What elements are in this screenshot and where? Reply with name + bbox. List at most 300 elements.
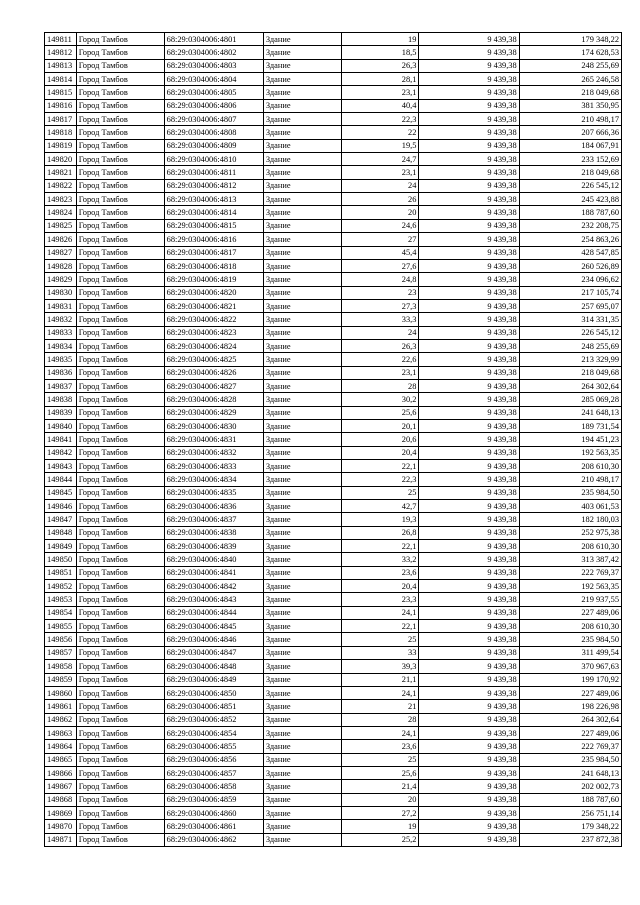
cadastral-value-cell: 182 180,03 (519, 513, 621, 526)
city-cell: Город Тамбов (76, 660, 164, 673)
city-cell: Город Тамбов (76, 139, 164, 152)
city-cell: Город Тамбов (76, 286, 164, 299)
table-row (45, 73, 622, 86)
cadastral-number-cell: 68:29:0304006:4815 (164, 219, 263, 232)
table-row (45, 139, 622, 152)
object-type-cell: Здание (263, 473, 341, 486)
city-cell: Город Тамбов (76, 419, 164, 432)
city-cell: Город Тамбов (76, 673, 164, 686)
table-row (45, 766, 622, 779)
object-type-cell: Здание (263, 513, 341, 526)
cadastral-value-cell: 428 547,85 (519, 246, 621, 259)
object-type-cell: Здание (263, 126, 341, 139)
city-cell: Город Тамбов (76, 486, 164, 499)
row-number: 149842 (45, 446, 77, 459)
city-cell: Город Тамбов (76, 99, 164, 112)
unit-price-cell: 9 439,38 (419, 139, 519, 152)
cadastral-value-cell: 237 872,38 (519, 833, 621, 846)
area-cell: 22 (341, 126, 419, 139)
row-number: 149838 (45, 393, 77, 406)
unit-price-cell: 9 439,38 (419, 433, 519, 446)
row-number: 149829 (45, 273, 77, 286)
cadastral-value-cell: 241 648,13 (519, 766, 621, 779)
unit-price-cell: 9 439,38 (419, 153, 519, 166)
area-cell: 22,3 (341, 113, 419, 126)
area-cell: 30,2 (341, 393, 419, 406)
object-type-cell: Здание (263, 433, 341, 446)
area-cell: 19,3 (341, 513, 419, 526)
row-number: 149831 (45, 299, 77, 312)
city-cell: Город Тамбов (76, 86, 164, 99)
unit-price-cell: 9 439,38 (419, 620, 519, 633)
table-row (45, 206, 622, 219)
row-number: 149823 (45, 193, 77, 206)
city-cell: Город Тамбов (76, 433, 164, 446)
cadastral-value-cell: 222 769,37 (519, 566, 621, 579)
city-cell: Город Тамбов (76, 806, 164, 819)
object-type-cell: Здание (263, 393, 341, 406)
city-cell: Город Тамбов (76, 713, 164, 726)
cadastral-value-cell: 219 937,55 (519, 593, 621, 606)
table-row (45, 620, 622, 633)
city-cell: Город Тамбов (76, 353, 164, 366)
table-row (45, 580, 622, 593)
cadastral-value-cell: 227 489,06 (519, 606, 621, 619)
cadastral-value-cell: 248 255,69 (519, 339, 621, 352)
cadastral-number-cell: 68:29:0304006:4826 (164, 366, 263, 379)
cadastral-number-cell: 68:29:0304006:4858 (164, 780, 263, 793)
cadastral-value-cell: 222 769,37 (519, 740, 621, 753)
area-cell: 26,8 (341, 526, 419, 539)
area-cell: 20 (341, 793, 419, 806)
object-type-cell: Здание (263, 73, 341, 86)
city-cell: Город Тамбов (76, 593, 164, 606)
cadastral-number-cell: 68:29:0304006:4831 (164, 433, 263, 446)
cadastral-value-cell: 217 105,74 (519, 286, 621, 299)
row-number: 149833 (45, 326, 77, 339)
object-type-cell: Здание (263, 193, 341, 206)
unit-price-cell: 9 439,38 (419, 526, 519, 539)
area-cell: 25 (341, 633, 419, 646)
object-type-cell: Здание (263, 246, 341, 259)
city-cell: Город Тамбов (76, 753, 164, 766)
table-row (45, 726, 622, 739)
row-number: 149863 (45, 726, 77, 739)
row-number: 149869 (45, 806, 77, 819)
area-cell: 25 (341, 486, 419, 499)
cadastral-number-cell: 68:29:0304006:4855 (164, 740, 263, 753)
cadastral-value-cell: 370 967,63 (519, 660, 621, 673)
table-row (45, 286, 622, 299)
cadastral-number-cell: 68:29:0304006:4837 (164, 513, 263, 526)
cadastral-number-cell: 68:29:0304006:4836 (164, 500, 263, 513)
row-number: 149816 (45, 99, 77, 112)
table-row (45, 540, 622, 553)
city-cell: Город Тамбов (76, 700, 164, 713)
area-cell: 40,4 (341, 99, 419, 112)
city-cell: Город Тамбов (76, 393, 164, 406)
city-cell: Город Тамбов (76, 166, 164, 179)
cadastral-value-cell: 248 255,69 (519, 59, 621, 72)
city-cell: Город Тамбов (76, 473, 164, 486)
table-row (45, 446, 622, 459)
table-row (45, 593, 622, 606)
area-cell: 25,6 (341, 766, 419, 779)
city-cell: Город Тамбов (76, 580, 164, 593)
area-cell: 45,4 (341, 246, 419, 259)
unit-price-cell: 9 439,38 (419, 86, 519, 99)
table-row (45, 366, 622, 379)
cadastral-value-cell: 235 984,50 (519, 486, 621, 499)
cadastral-number-cell: 68:29:0304006:4828 (164, 393, 263, 406)
table-row (45, 33, 622, 46)
row-number: 149844 (45, 473, 77, 486)
row-number: 149868 (45, 793, 77, 806)
cadastral-number-cell: 68:29:0304006:4812 (164, 179, 263, 192)
area-cell: 27 (341, 233, 419, 246)
city-cell: Город Тамбов (76, 446, 164, 459)
table-row (45, 780, 622, 793)
cadastral-value-cell: 314 331,35 (519, 313, 621, 326)
table-row (45, 433, 622, 446)
city-cell: Город Тамбов (76, 633, 164, 646)
row-number: 149866 (45, 766, 77, 779)
cadastral-number-cell: 68:29:0304006:4850 (164, 686, 263, 699)
cadastral-value-cell: 207 666,36 (519, 126, 621, 139)
table-row (45, 713, 622, 726)
city-cell: Город Тамбов (76, 460, 164, 473)
row-number: 149822 (45, 179, 77, 192)
unit-price-cell: 9 439,38 (419, 820, 519, 833)
table-row (45, 526, 622, 539)
table-row (45, 513, 622, 526)
area-cell: 33 (341, 646, 419, 659)
row-number: 149815 (45, 86, 77, 99)
cadastral-number-cell: 68:29:0304006:4843 (164, 593, 263, 606)
city-cell: Город Тамбов (76, 259, 164, 272)
row-number: 149867 (45, 780, 77, 793)
area-cell: 20,1 (341, 419, 419, 432)
table-row (45, 460, 622, 473)
table-row (45, 393, 622, 406)
unit-price-cell: 9 439,38 (419, 406, 519, 419)
unit-price-cell: 9 439,38 (419, 339, 519, 352)
row-number: 149839 (45, 406, 77, 419)
object-type-cell: Здание (263, 286, 341, 299)
unit-price-cell: 9 439,38 (419, 513, 519, 526)
table-row (45, 299, 622, 312)
object-type-cell: Здание (263, 633, 341, 646)
area-cell: 33,3 (341, 313, 419, 326)
cadastral-value-cell: 179 348,22 (519, 33, 621, 46)
cadastral-value-table (44, 32, 622, 847)
city-cell: Город Тамбов (76, 646, 164, 659)
cadastral-number-cell: 68:29:0304006:4818 (164, 259, 263, 272)
unit-price-cell: 9 439,38 (419, 726, 519, 739)
row-number: 149850 (45, 553, 77, 566)
unit-price-cell: 9 439,38 (419, 593, 519, 606)
cadastral-number-cell: 68:29:0304006:4829 (164, 406, 263, 419)
city-cell: Город Тамбов (76, 233, 164, 246)
cadastral-value-cell: 192 563,35 (519, 446, 621, 459)
cadastral-number-cell: 68:29:0304006:4856 (164, 753, 263, 766)
table-row (45, 219, 622, 232)
object-type-cell: Здание (263, 339, 341, 352)
row-number: 149835 (45, 353, 77, 366)
cadastral-number-cell: 68:29:0304006:4816 (164, 233, 263, 246)
area-cell: 22,3 (341, 473, 419, 486)
city-cell: Город Тамбов (76, 326, 164, 339)
city-cell: Город Тамбов (76, 500, 164, 513)
object-type-cell: Здание (263, 766, 341, 779)
area-cell: 27,2 (341, 806, 419, 819)
area-cell: 28 (341, 379, 419, 392)
cadastral-value-cell: 218 049,68 (519, 366, 621, 379)
city-cell: Город Тамбов (76, 179, 164, 192)
object-type-cell: Здание (263, 713, 341, 726)
area-cell: 42,7 (341, 500, 419, 513)
cadastral-number-cell: 68:29:0304006:4825 (164, 353, 263, 366)
unit-price-cell: 9 439,38 (419, 500, 519, 513)
unit-price-cell: 9 439,38 (419, 793, 519, 806)
area-cell: 25,6 (341, 406, 419, 419)
object-type-cell: Здание (263, 313, 341, 326)
object-type-cell: Здание (263, 660, 341, 673)
object-type-cell: Здание (263, 233, 341, 246)
area-cell: 26,3 (341, 339, 419, 352)
row-number: 149837 (45, 379, 77, 392)
city-cell: Город Тамбов (76, 606, 164, 619)
unit-price-cell: 9 439,38 (419, 753, 519, 766)
unit-price-cell: 9 439,38 (419, 606, 519, 619)
area-cell: 22,6 (341, 353, 419, 366)
cadastral-value-cell: 218 049,68 (519, 166, 621, 179)
object-type-cell: Здание (263, 99, 341, 112)
cadastral-number-cell: 68:29:0304006:4814 (164, 206, 263, 219)
cadastral-value-cell: 313 387,42 (519, 553, 621, 566)
unit-price-cell: 9 439,38 (419, 673, 519, 686)
unit-price-cell: 9 439,38 (419, 553, 519, 566)
area-cell: 28,1 (341, 73, 419, 86)
cadastral-value-cell: 218 049,68 (519, 86, 621, 99)
table-row (45, 806, 622, 819)
object-type-cell: Здание (263, 593, 341, 606)
city-cell: Город Тамбов (76, 339, 164, 352)
cadastral-number-cell: 68:29:0304006:4861 (164, 820, 263, 833)
table-row (45, 686, 622, 699)
cadastral-value-cell: 227 489,06 (519, 726, 621, 739)
table-row (45, 660, 622, 673)
city-cell: Город Тамбов (76, 379, 164, 392)
unit-price-cell: 9 439,38 (419, 633, 519, 646)
city-cell: Город Тамбов (76, 153, 164, 166)
unit-price-cell: 9 439,38 (419, 419, 519, 432)
object-type-cell: Здание (263, 606, 341, 619)
row-number: 149857 (45, 646, 77, 659)
object-type-cell: Здание (263, 326, 341, 339)
row-number: 149862 (45, 713, 77, 726)
cadastral-number-cell: 68:29:0304006:4823 (164, 326, 263, 339)
cadastral-value-cell: 232 208,75 (519, 219, 621, 232)
table-row (45, 339, 622, 352)
cadastral-number-cell: 68:29:0304006:4835 (164, 486, 263, 499)
city-cell: Город Тамбов (76, 620, 164, 633)
area-cell: 21,1 (341, 673, 419, 686)
row-number: 149865 (45, 753, 77, 766)
row-number: 149832 (45, 313, 77, 326)
object-type-cell: Здание (263, 299, 341, 312)
area-cell: 26 (341, 193, 419, 206)
cadastral-value-cell: 198 226,98 (519, 700, 621, 713)
table-row (45, 419, 622, 432)
area-cell: 28 (341, 713, 419, 726)
city-cell: Город Тамбов (76, 566, 164, 579)
cadastral-value-cell: 226 545,12 (519, 179, 621, 192)
row-number: 149821 (45, 166, 77, 179)
city-cell: Город Тамбов (76, 273, 164, 286)
unit-price-cell: 9 439,38 (419, 73, 519, 86)
cadastral-value-cell: 264 302,64 (519, 713, 621, 726)
area-cell: 20,4 (341, 446, 419, 459)
cadastral-number-cell: 68:29:0304006:4852 (164, 713, 263, 726)
area-cell: 23,1 (341, 86, 419, 99)
object-type-cell: Здание (263, 460, 341, 473)
row-number: 149853 (45, 593, 77, 606)
object-type-cell: Здание (263, 580, 341, 593)
object-type-cell: Здание (263, 740, 341, 753)
object-type-cell: Здание (263, 419, 341, 432)
table-row (45, 379, 622, 392)
row-number: 149851 (45, 566, 77, 579)
object-type-cell: Здание (263, 700, 341, 713)
cadastral-number-cell: 68:29:0304006:4832 (164, 446, 263, 459)
unit-price-cell: 9 439,38 (419, 486, 519, 499)
cadastral-value-cell: 234 096,62 (519, 273, 621, 286)
row-number: 149828 (45, 259, 77, 272)
city-cell: Город Тамбов (76, 193, 164, 206)
unit-price-cell: 9 439,38 (419, 273, 519, 286)
area-cell: 24,8 (341, 273, 419, 286)
cadastral-value-cell: 210 498,17 (519, 473, 621, 486)
row-number: 149849 (45, 540, 77, 553)
area-cell: 22,1 (341, 540, 419, 553)
row-number: 149847 (45, 513, 77, 526)
object-type-cell: Здание (263, 33, 341, 46)
unit-price-cell: 9 439,38 (419, 126, 519, 139)
object-type-cell: Здание (263, 726, 341, 739)
unit-price-cell: 9 439,38 (419, 259, 519, 272)
city-cell: Город Тамбов (76, 820, 164, 833)
table-row (45, 793, 622, 806)
city-cell: Город Тамбов (76, 526, 164, 539)
unit-price-cell: 9 439,38 (419, 286, 519, 299)
area-cell: 21,4 (341, 780, 419, 793)
area-cell: 23,3 (341, 593, 419, 606)
row-number: 149846 (45, 500, 77, 513)
cadastral-value-cell: 256 751,14 (519, 806, 621, 819)
table-row (45, 566, 622, 579)
row-number: 149813 (45, 59, 77, 72)
cadastral-value-cell: 210 498,17 (519, 113, 621, 126)
cadastral-value-cell: 192 563,35 (519, 580, 621, 593)
cadastral-number-cell: 68:29:0304006:4830 (164, 419, 263, 432)
cadastral-number-cell: 68:29:0304006:4806 (164, 99, 263, 112)
unit-price-cell: 9 439,38 (419, 766, 519, 779)
table-row (45, 153, 622, 166)
row-number: 149814 (45, 73, 77, 86)
cadastral-value-cell: 188 787,60 (519, 206, 621, 219)
object-type-cell: Здание (263, 486, 341, 499)
object-type-cell: Здание (263, 686, 341, 699)
area-cell: 20,4 (341, 580, 419, 593)
cadastral-number-cell: 68:29:0304006:4844 (164, 606, 263, 619)
table-row (45, 166, 622, 179)
cadastral-number-cell: 68:29:0304006:4849 (164, 673, 263, 686)
cadastral-value-cell: 241 648,13 (519, 406, 621, 419)
cadastral-number-cell: 68:29:0304006:4840 (164, 553, 263, 566)
cadastral-value-cell: 235 984,50 (519, 633, 621, 646)
city-cell: Город Тамбов (76, 513, 164, 526)
area-cell: 24 (341, 179, 419, 192)
area-cell: 25 (341, 753, 419, 766)
row-number: 149841 (45, 433, 77, 446)
row-number: 149812 (45, 46, 77, 59)
cadastral-value-cell: 189 731,54 (519, 419, 621, 432)
cadastral-number-cell: 68:29:0304006:4862 (164, 833, 263, 846)
area-cell: 20 (341, 206, 419, 219)
object-type-cell: Здание (263, 566, 341, 579)
cadastral-value-cell: 213 329,99 (519, 353, 621, 366)
object-type-cell: Здание (263, 820, 341, 833)
object-type-cell: Здание (263, 259, 341, 272)
cadastral-number-cell: 68:29:0304006:4820 (164, 286, 263, 299)
row-number: 149811 (45, 33, 77, 46)
unit-price-cell: 9 439,38 (419, 246, 519, 259)
cadastral-number-cell: 68:29:0304006:4809 (164, 139, 263, 152)
area-cell: 19,5 (341, 139, 419, 152)
city-cell: Город Тамбов (76, 793, 164, 806)
unit-price-cell: 9 439,38 (419, 233, 519, 246)
unit-price-cell: 9 439,38 (419, 446, 519, 459)
cadastral-value-cell: 208 610,30 (519, 460, 621, 473)
cadastral-number-cell: 68:29:0304006:4838 (164, 526, 263, 539)
table-row (45, 633, 622, 646)
unit-price-cell: 9 439,38 (419, 566, 519, 579)
city-cell: Город Тамбов (76, 726, 164, 739)
area-cell: 27,3 (341, 299, 419, 312)
cadastral-value-cell: 254 863,26 (519, 233, 621, 246)
unit-price-cell: 9 439,38 (419, 806, 519, 819)
city-cell: Город Тамбов (76, 833, 164, 846)
cadastral-number-cell: 68:29:0304006:4808 (164, 126, 263, 139)
object-type-cell: Здание (263, 153, 341, 166)
cadastral-value-cell: 245 423,88 (519, 193, 621, 206)
row-number: 149826 (45, 233, 77, 246)
city-cell: Город Тамбов (76, 299, 164, 312)
object-type-cell: Здание (263, 113, 341, 126)
unit-price-cell: 9 439,38 (419, 780, 519, 793)
cadastral-value-cell: 208 610,30 (519, 540, 621, 553)
table-row (45, 86, 622, 99)
table-row (45, 59, 622, 72)
cadastral-value-cell: 235 984,50 (519, 753, 621, 766)
unit-price-cell: 9 439,38 (419, 686, 519, 699)
area-cell: 23,1 (341, 366, 419, 379)
cadastral-number-cell: 68:29:0304006:4804 (164, 73, 263, 86)
cadastral-number-cell: 68:29:0304006:4824 (164, 339, 263, 352)
cadastral-value-cell: 233 152,69 (519, 153, 621, 166)
table-row (45, 553, 622, 566)
